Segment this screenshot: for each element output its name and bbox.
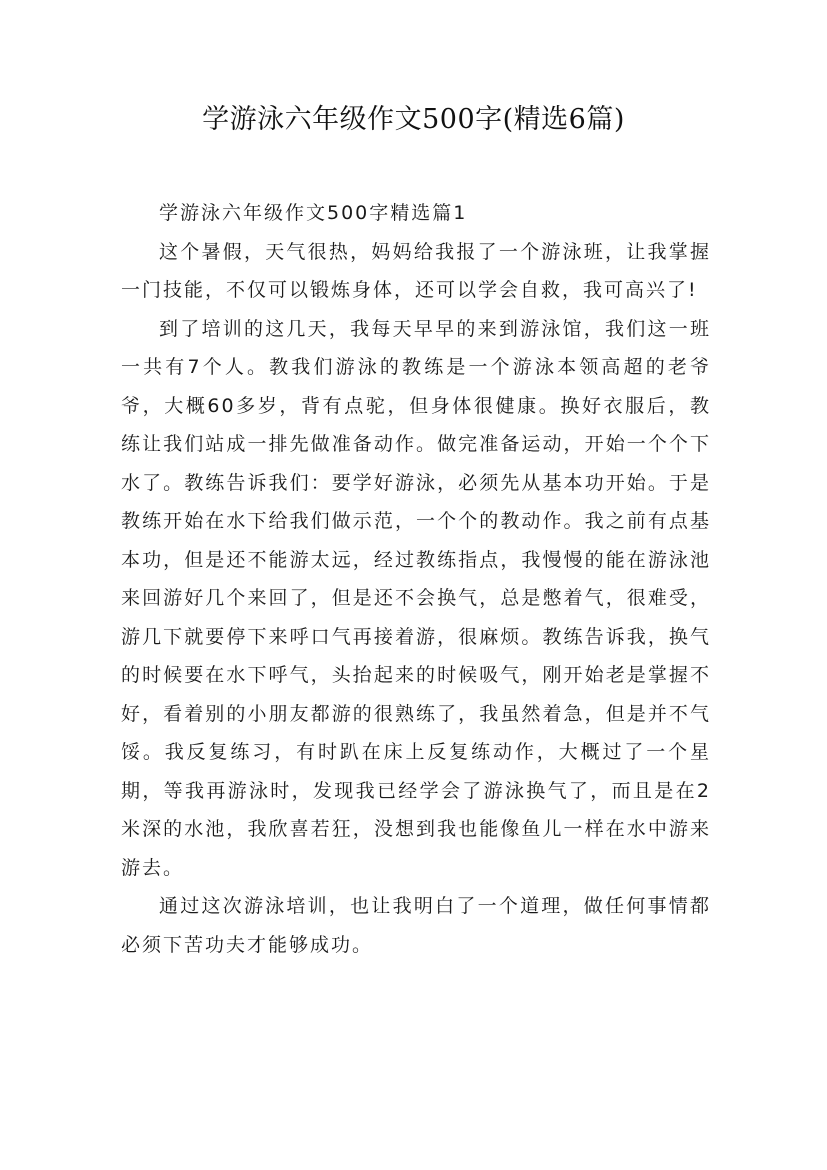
paragraph-2: 到了培训的这几天，我每天早早的来到游泳馆，我们这一班一共有7个人。教我们游泳的教练是一个游泳本领高超的老爷爷，大概60多岁，背有点驼，但身体很健康。换好衣服后，教练让我们站成一排先做准备动作。做完准备运动，开始一个个下水了。教练告诉我们：要学好游泳，必须先从基本功开始。于是教练开始在水下给我们做示范，一个个的教动作。我之前有点基本功，但是还不能游太远，经过教练指点，我慢慢的能在游泳池来回游好几个来回了，但是还不会换气，总是憋着气，很难受，游几下就要停下来呼口气再接着游，很麻烦。教练告诉我，换气的时候要在水下呼气，头抬起来的时候吸气，刚开始老是掌握不好，看着别的小朋友都游的很熟练了，我虽然着急，但是并不气馁。我反复练习，有时趴在床上反复练动作，大概过了一个星期，等我再游泳时，发现我已经学会了游泳换气了，而且是在2米深的水池，我欣喜若狂，没想到我也能像鱼儿一样在水中游来游去。 [121,317,711,879]
document-title: 学游泳六年级作文500字(精选6篇) [202,104,625,135]
document-body [121,194,711,964]
paragraph-3: 通过这次游泳培训，也让我明白了一个道理，做任何事情都必须下苦功夫才能够成功。 [121,895,711,956]
section-heading: 学游泳六年级作文500字精选篇1 [159,202,468,224]
paragraph-1: 这个暑假，天气很热，妈妈给我报了一个游泳班，让我掌握一门技能，不仅可以锻炼身体，还可以学会自救，我可高兴了! [121,240,711,301]
